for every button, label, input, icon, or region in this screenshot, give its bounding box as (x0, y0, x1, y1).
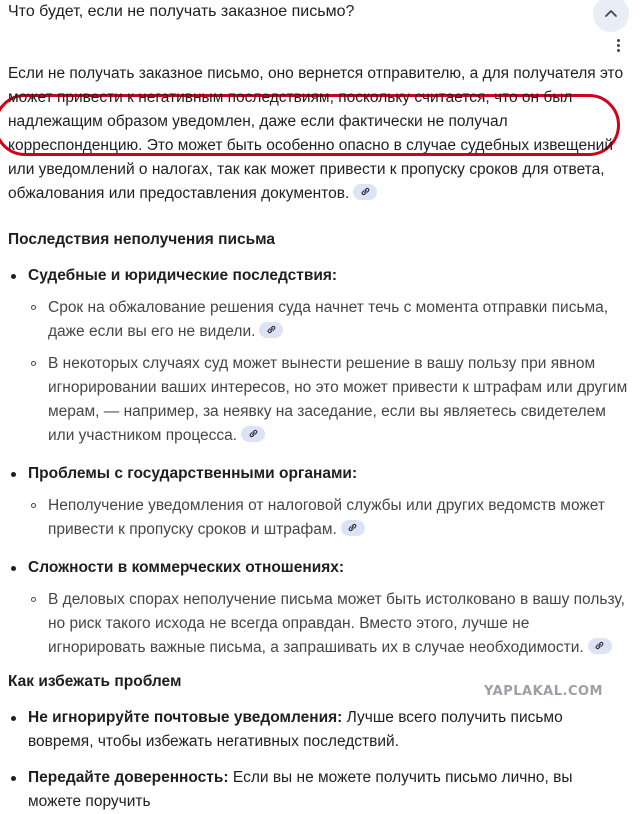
sub-list (28, 296, 628, 448)
question-title: Что будет, если не получать заказное письмо? (8, 3, 355, 20)
link-icon (360, 186, 371, 197)
sub-list (28, 588, 628, 660)
list-item-heading: Сложности в коммерческих отношениях: (28, 559, 345, 576)
list-item-heading: Судебные и юридические последствия: (28, 267, 338, 284)
source-link-chip[interactable] (353, 184, 377, 200)
list-item: Не игнорируйте почтовые уведомления: Лучше всего получить письмо вовремя, чтобы избежать негативных последствий. (8, 706, 628, 754)
link-icon (266, 324, 277, 335)
source-link-chip[interactable] (588, 638, 612, 654)
answer-text: Если не получать заказное письмо, оно вернется отправителю, а для получателя это может привести к негативным последствиям, поскольку считается, что он был надлежащим образом уведомлен, даже если фактически не получал корреспонденцию. Это может быть особенно опасно в случае судебных извещений или уведомлений о налогах, так как может привести к пропуску сроков для ответа, обжалования или предоставления документов. (8, 65, 624, 202)
collapse-button[interactable] (593, 0, 629, 32)
sub-list (28, 494, 628, 542)
source-link-chip[interactable] (341, 520, 365, 536)
watermark: YAPLAKAL.COM (484, 684, 603, 699)
answer-content (8, 62, 628, 814)
list-item (8, 264, 628, 448)
list-item-heading: Проблемы с государственными органами: (28, 465, 358, 482)
list-item (8, 462, 628, 542)
sub-list-item: Срок на обжалование решения суда начнет течь с момента отправки письма, даже если вы его не видели. (28, 296, 628, 344)
more-vert-icon (617, 39, 620, 42)
question-header (0, 0, 640, 60)
link-icon (594, 640, 605, 651)
sub-list-item: Неполучение уведомления от налоговой службы или других ведомств может привести к пропуску сроков и штрафам. (28, 494, 628, 542)
consequences-list (8, 264, 628, 660)
section-title-avoid: Как избежать проблем (8, 673, 182, 690)
link-icon (347, 522, 358, 533)
chevron-up-icon (603, 6, 619, 22)
source-link-chip[interactable] (241, 426, 265, 442)
sub-list-item: В деловых спорах неполучение письма может быть истолковано в вашу пользу, но риск такого исхода не всегда оправдан. Вместо этого, лучше не игнорировать важные письма, а запрашивать их в случае необходимости. (28, 588, 628, 660)
link-icon (248, 428, 259, 439)
source-link-chip[interactable] (259, 322, 283, 338)
list-item (8, 556, 628, 660)
list-item: Передайте доверенность: Если вы не можете получить письмо лично, вы можете поручить (8, 766, 628, 814)
section-title-consequences: Последствия неполучения письма (8, 231, 276, 248)
answer-paragraph (8, 62, 628, 206)
sub-list-item: В некоторых случаях суд может вынести решение в вашу пользу при явном игнорировании ваших интересов, но это может привести к штрафам или другим мерам, — например, за неявку на заседание, если вы являетесь свидетелем или участником процесса. (28, 352, 628, 448)
avoid-list (8, 706, 628, 814)
more-options-button[interactable] (612, 35, 624, 55)
